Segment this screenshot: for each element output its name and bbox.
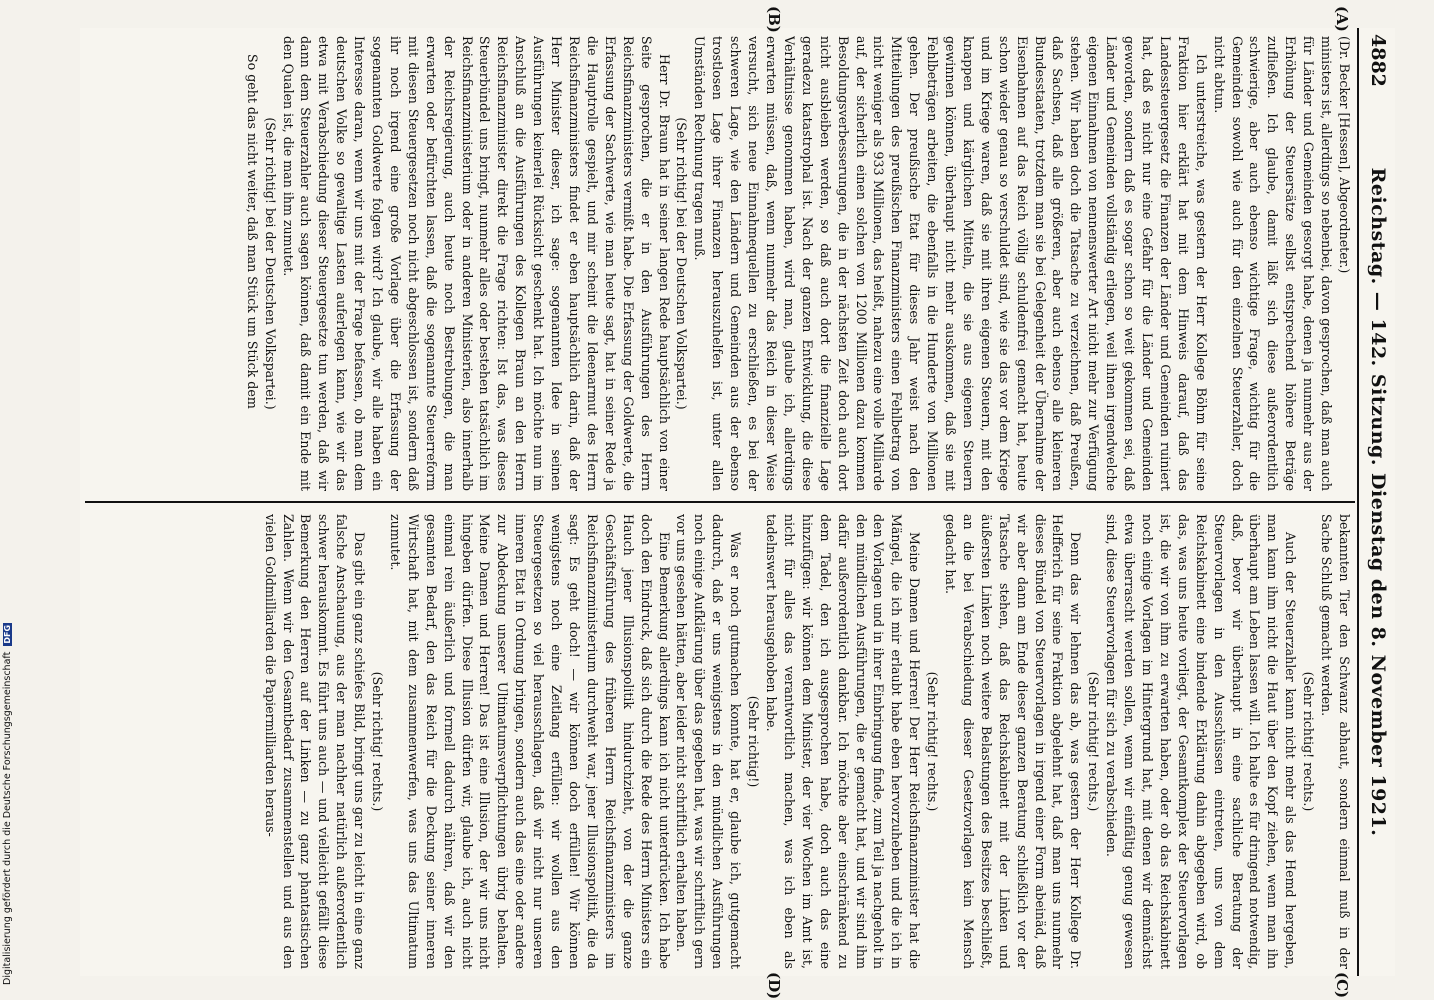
page-number: 4882: [1367, 34, 1389, 87]
paragraph: Meine Damen und Herren! Der Herr Reichsfinanzminister hat die Mängel, die ich mir erlaubt habe eben hervorzuheben und die ich in den Vorlagen und in ihrer Einbringung finde, zum Teil ja nachgeholt in den mündlichen Ausführungen, die er gemacht hat, und wir sind ihm dafür außerordentlich dankbar. Ich möchte aber einschränkend zu dem Tadel, den ich ausgesprochen habe, doch auch das eine hinzufügen: wir können dem Minister, der vier Wochen im Amt ist, nicht für alles das verantwortlich machen, was ich eben als tadelnswert herausgehoben habe.: [764, 514, 923, 969]
paragraph: (Dr. Becker [Hessen], Abgeordneter.): [1337, 36, 1352, 274]
margin-label-c: (C): [1333, 972, 1351, 999]
right-column: [83, 514, 1353, 969]
column-divider: [85, 501, 1355, 503]
paragraph: Was er noch gutmachen konnte, hat er, glaube ich, gutgemacht dadurch, daß er uns wenigstens in den mündlichen Ausführungen noch einige Aufklärung über das gegeben hat, was wir schriftlich gern vor uns gesehen hätten, aber leider nicht schriftlich erhalten haben.: [674, 514, 744, 969]
margin-label-b: (B): [765, 6, 783, 33]
paragraph: So geht das nicht weiter, daß man Stück um Stück dem: [244, 54, 260, 409]
interjection: (Sehr richtig! bei der Deutschen Volkspartei.): [674, 117, 690, 410]
interjection: (Sehr richtig! bei der Deutschen Volkspartei.): [262, 117, 278, 410]
page-header: [1357, 28, 1395, 976]
paragraph: Denn das wir lehnen das ab, was gestern der Herr Kollege Dr. Helfferich für seine Fraktion abgelehnt hat, daß man uns nunmehr dieses Bündel von Steuervorlagen in irgend einer Form abeinäd, daß wir aber dann am Ende dieser ganzen Beratung schließlich vor der Tatsache stehen, daß das Reichskabinett mit der Linken und äußersten Linken noch weitere Belastungen des Besitzes beschließt, an die bei Verabschiedung dieser Gesetzvorlagen kein Mensch gedacht hat.: [943, 514, 1084, 969]
interjection: (Sehr richtig! rechts.): [370, 671, 386, 812]
paragraph: Das gibt ein ganz schiefes Bild, bringt uns gar zu leicht in eine ganz falsche Anschauung, aus der man nachher natürlich außerordentlich schwer herauskommt. Es führt uns auch — und vielleicht gefällt diese Bemerkung den Herren auf der Linken — zu ganz phantastischen Zahlen. Wenn wir den Gesamtbedarf zusammenstellen und aus den vielen Goldmilliarden die Papiermilliarden heraus-: [262, 514, 368, 969]
interjection: (Sehr richtig!): [746, 695, 762, 788]
interjection: (Sehr richtig! rechts.): [1086, 671, 1102, 812]
page-title: Reichstag. — 142. Sitzung. Dienstag den 8. November 1921.: [1367, 167, 1389, 837]
margin-label-d: (D): [765, 972, 783, 1000]
margin-label-a: (A): [1333, 6, 1351, 32]
paragraph: ministers ist, allerdings so nebenbei, davon gesprochen, daß man auch für Länder und Gemeinden gesorgt habe, denen ja nunmehr aus der Erhöhung der Steuersätze selbst entsprechend höhere Beträge zufließen. Ich glaube, damit läßt sich diese außerordentlich schwierige, aber auch ebenso wichtige Frage, wichtig für die Gemeinden sowohl wie auch für den einzelnen Steuerzahler, doch nicht abtun.: [1211, 36, 1335, 491]
interjection: (Sehr richtig! rechts.): [1301, 671, 1317, 812]
dfg-logo-icon: DFG: [3, 624, 12, 644]
digitization-note: [2, 585, 13, 985]
paragraph: Ich unterstreiche, was gestern der Herr Kollege Böhm für seine Fraktion hier erklärt hat mit dem Hinweis darauf, daß das Landessteuergesetz die Finanzen der Länder und Gemeinden ruiniert hat, daß es nicht nur eine Gefahr für die Länder und Gemeinden geworden, sondern daß es sogar schon so weit gekommen sei, daß Länder und Gemeinden vollständig erliegen, weil ihnen irgendwelche eigenen Einnahmen von nennenswerter Art nicht mehr zur Verfügung stehen. Wir haben doch die Tatsache zu verzeichnen, daß Preußen, daß Sachsen, daß alle größeren, aber auch ebenso alle kleineren Bundesstaaten, trotzdem man sie bei Gelegenheit der Übernahme der Eisenbahnen auf das Reich völlig schuldenfrei gemacht hat, heute schon wieder genau so verschuldet sind, wie sie das vor dem Kriege und im Kriege waren, daß sie mit ihren eigenen Steuern, mit den knappen und kärglichen Mitteln, die sie aus eigenen Steuern gewinnen können, überhaupt nicht mehr auskommen, daß sie mit Fehlbeträgen arbeiten, die ebenfalls in die Hunderte von Millionen gehen. Der preußische Etat für dieses Jahr weist nach den Mitteilungen des preußischen Finanzministers einen Fehlbetrag von nicht weniger als 933 Millionen, das heißt, nahezu eine volle Milliarde auf, der sicherlich einen solchen von 1200 Millionen dazu kommen Besoldungsverbesserungen, die in der nächsten Zeit doch auch dort nicht ausbleiben werden, so daß auch dort die finanzielle Lage geradezu katastrophal ist. Nach der ganzen Entwicklung, die diese Verhältnisse genommen haben, wird man, glaube ich, allerdings erwarten müssen, daß, wenn nunmehr das Reich in dieser Weise versucht, sich neue Einnahmequellen zu erschließen, es bei der schweren Lage, wie den Ländern und Gemeinden aus der ebenso trostlosen Lage ihrer Finanzen herauszuhelfen ist, unter allen Umständen Rechnung tragen muß.: [692, 36, 1209, 491]
paragraph: Herr Dr. Braun hat in seiner langen Rede hauptsächlich von einer Seite gesprochen, die er in den Ausführungen des Herrn Reichsfinanzministers vermißt habe. Die Erfassung der Goldwerte, die Erfassung der Sachwerte, wie man heute sagt, hat in seiner Rede ja die Hauptrolle gespielt, und mir scheint die Ideenarmut des Herrn Reichsfinanzministers findet er eben hauptsächlich darin, daß der Herr Minister dieser, ich sage: sogenannten Idee in seinen Ausführungen keinerlei Rücksicht geschenkt hat. Ich möchte nun im Anschluß an die Ausführungen des Kollegen Braun an den Herrn Reichsfinanzminister direkt die Frage richten: Ist das, was dieses Steuerbündel uns bringt, nunmehr alles oder bestehen tatsächlich im Reichsfinanzministerium oder in anderen Ministerien, also innerhalb der Reichsregierung, auch heute noch Bestrebungen, die man erwarten oder befürchten lassen, daß die sogenannte Steuerreform mit diesen Steuergesetzen noch nicht abgeschlossen ist, sondern daß ihr noch irgend eine große Vorlage über die Erfassung der sogenannten Goldwerte folgen wird? Ich glaube, wir alle haben ein Interesse daran, wenn wir uns mit der Frage befassen, ob man dem deutschen Volke so gewaltige Lasten auferlegen kann, wie wir das etwa mit Verabschiedung dieser Steuergesetze tun werden, daß wir dann dem Steuerzahler auch sagen können, daß damit ein Ende mit den Qualen ist, die man ihm zumutet.: [280, 36, 672, 491]
paragraph: Auch der Steuerzahler kann nicht mehr als das Hemd hergeben, man kann ihm nicht die Haut über den Kopf ziehen, wenn man ihn überhaupt am Leben lassen will. Ich halte es für dringend notwendig, daß, bevor wir überhaupt in eine sachliche Beratung der Steuervorlagen in den Ausschüssen eintreten, uns von dem Reichskabinett eine bindende Erklärung dahin abgegeben wird, ob das, was uns heute vorliegt, der Gesamtkomplex der Steuervorlagen ist, die wir von ihm zu erwarten haben, oder ob das Reichskabinett noch einige Vorlagen im Hintergrund hat, mit denen wir demnächst etwa überrascht werden sollen, wenn wir einfältig genug gewesen sind, diese Steuervorlagen für sich zu verabschieden.: [1104, 514, 1299, 969]
digitization-note-text: Digitalisierung gefördert durch die Deutsche Forschungsgemeinschaft: [2, 651, 13, 985]
interjection: (Sehr richtig! rechts.): [925, 671, 941, 812]
paragraph: Eine Bemerkung allerdings kann ich nicht unterdrücken. Ich habe doch den Eindruck, daß sich durch die Rede des Herrn Ministers ein Hauch jener Illusionspolitik hindurchzieht, von der die ganze Geschäftsführung des früheren Herrn Reichsfinanzministers im Reichsfinanzministerium durchweht war, jener Illusionspolitik, die da sagt: Es geht doch! — wir können doch erfüllen! Wir können wenigstens noch eine Zeitlang erfüllen: wir wollen aus den Steuergesetzen so viel herausschlagen, daß wir nicht nur unseren inneren Etat in Ordnung bringen, sondern auch das eine oder andere zur Abdeckung unserer Ultimatumsverpflichtungen übrig behalten. Meine Damen und Herren! Das ist eine Illusion, der wir uns nicht hingeben dürfen. Diese Illusion dürfen wir, glaube ich, auch nicht einmal rein äußerlich und formell dadurch nähren, daß wir den gesamten Bedarf, den das Reich für die Deckung seiner inneren Wirtschaft hat, mit dem zusammenwerfen, was uns das Ultimatum zumutet.: [387, 514, 672, 969]
paragraph: bekannten Tier den Schwanz abhaut, sondern einmal muß in der Sache Schluß gemacht werden.: [1319, 514, 1352, 969]
document-page: [80, 6, 1395, 1000]
left-column: [83, 36, 1353, 491]
